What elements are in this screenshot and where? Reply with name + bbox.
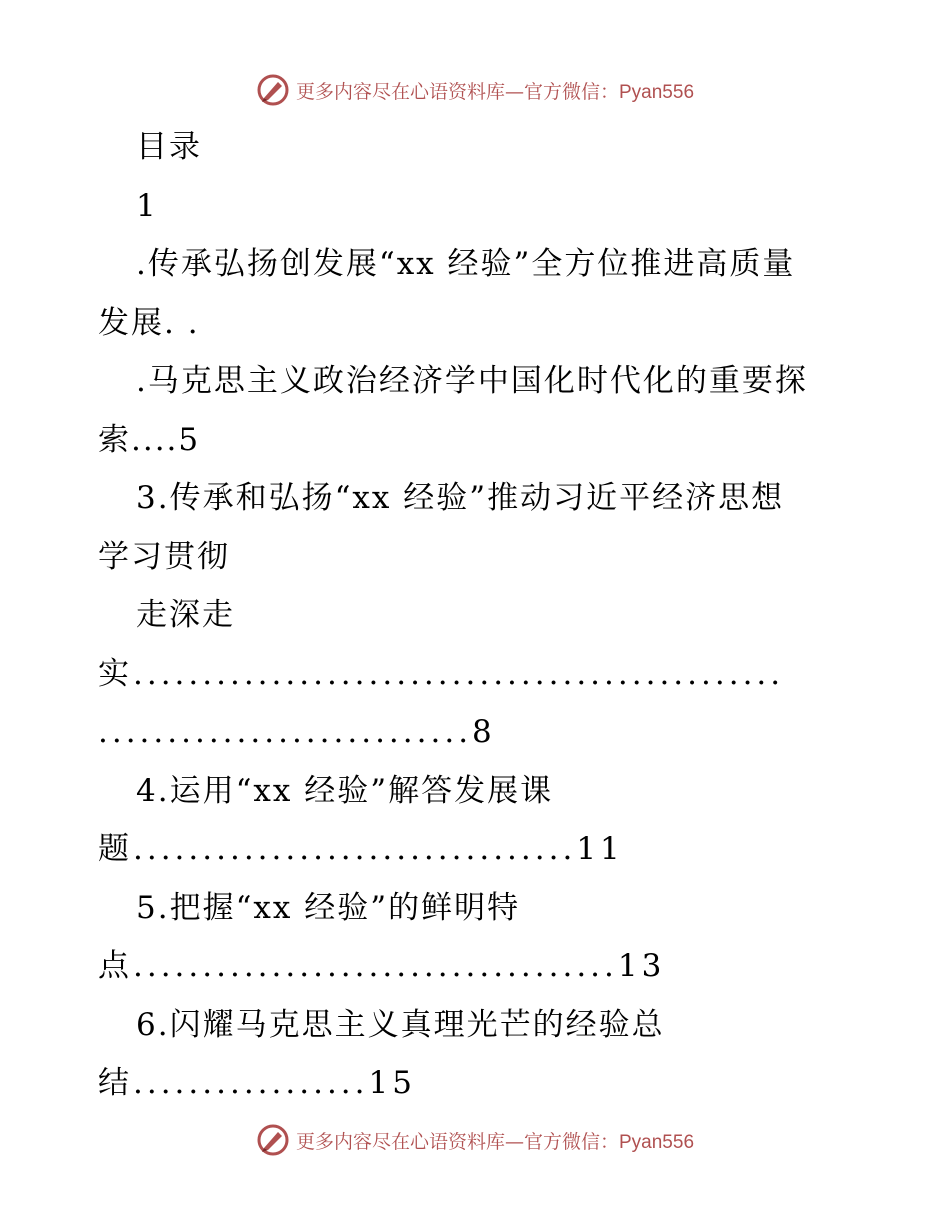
toc-line: 点...................................13 <box>98 948 666 984</box>
watermark-text: 更多内容尽在心语资料库—官方微信：Pyan556 <box>295 80 695 103</box>
pen-logo-icon <box>256 73 290 107</box>
toc-line: 实............................................... <box>98 655 785 692</box>
toc-line: 5.把握“xx 经验”的鲜明特 <box>136 889 521 926</box>
toc-line: 发展. . <box>98 304 200 341</box>
toc-line: 3.传承和弘扬“xx 经验”推动习近平经济思想 <box>136 480 785 516</box>
toc-line: 走深走 <box>136 597 235 633</box>
toc-line: 索....5 <box>98 421 201 458</box>
toc-line: ...........................8 <box>98 714 496 750</box>
toc-line: .马克思主义政治经济学中国化时代化的重要探 <box>136 363 808 399</box>
toc-line: 学习贯彻 <box>98 538 230 575</box>
toc-line: 4.运用“xx 经验”解答发展课 <box>136 772 554 809</box>
header-watermark <box>0 70 950 110</box>
toc-line: 1 <box>136 187 158 224</box>
pen-logo-icon <box>256 1123 290 1157</box>
toc-line: 结.................15 <box>98 1065 416 1101</box>
toc-line: .传承弘扬创发展“xx 经验”全方位推进高质量 <box>136 246 796 282</box>
toc-line: 6.闪耀马克思主义真理光芒的经验总 <box>136 1006 665 1043</box>
footer-watermark <box>0 1120 950 1160</box>
table-of-contents <box>98 118 858 1113</box>
toc-line: 题................................11 <box>98 831 624 867</box>
toc-heading: 目录 <box>136 129 202 165</box>
watermark-text: 更多内容尽在心语资料库—官方微信：Pyan556 <box>295 1130 695 1153</box>
